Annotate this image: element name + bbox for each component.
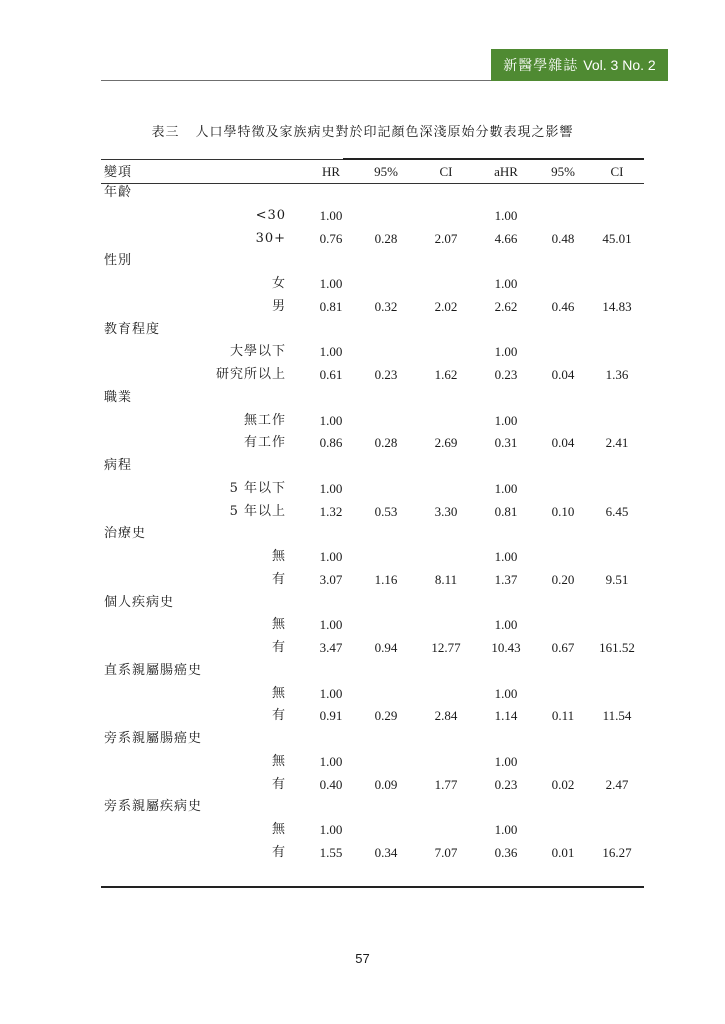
cell-hr-ci-low: 0.23 bbox=[374, 367, 398, 382]
table-caption bbox=[0, 121, 725, 140]
cell-ahr-ci-high: 45.01 bbox=[602, 230, 632, 246]
cell-ahr-ci-high: 11.54 bbox=[602, 708, 632, 724]
group-label: 性別 bbox=[104, 253, 133, 269]
row-label: 有 bbox=[271, 708, 286, 724]
row-label: 5 年以下 bbox=[229, 480, 286, 496]
cell-hr-ci-low: 0.94 bbox=[374, 640, 398, 655]
cell-ahr-ci-low: 0.67 bbox=[551, 640, 575, 655]
cell-ahr-ci-low: 0.04 bbox=[551, 367, 575, 382]
cell-hr-ci-high: 2.84 bbox=[434, 708, 458, 724]
cell-hr: 3.07 bbox=[319, 571, 343, 587]
cell-hr-ci-high: 2.07 bbox=[434, 230, 458, 246]
cell-hr-ci-high: 7.07 bbox=[434, 844, 458, 860]
cell-ahr-ci-high: 1.36 bbox=[605, 367, 629, 382]
cell-hr: 0.76 bbox=[319, 230, 343, 246]
row-label: 無 bbox=[271, 822, 286, 837]
journal-name: 新醫學雜誌 bbox=[503, 57, 579, 73]
row-label: 有 bbox=[271, 571, 286, 587]
cell-ahr: 1.00 bbox=[494, 344, 518, 360]
column-header-ahr: aHR bbox=[494, 164, 518, 179]
group-label: 教育程度 bbox=[104, 321, 161, 337]
cell-ahr-ci-low: 0.48 bbox=[551, 230, 575, 246]
cell-hr: 0.86 bbox=[319, 435, 343, 451]
cell-hr: 1.00 bbox=[319, 753, 343, 769]
group-label: 旁系親屬腸癌史 bbox=[104, 731, 203, 746]
cell-hr-ci-low: 0.32 bbox=[374, 298, 398, 314]
cell-ahr-ci-low: 0.02 bbox=[551, 776, 575, 792]
column-header-hr-ci-high: CI bbox=[439, 164, 453, 179]
column-header-ahr-ci-high: CI bbox=[610, 164, 624, 179]
cell-ahr: 2.62 bbox=[494, 298, 518, 314]
cell-ahr-ci-low: 0.10 bbox=[551, 503, 575, 519]
cell-hr: 1.00 bbox=[319, 276, 343, 291]
cell-ahr-ci-high: 9.51 bbox=[605, 571, 629, 587]
cell-ahr: 1.00 bbox=[494, 617, 518, 633]
cell-hr-ci-high: 1.62 bbox=[434, 367, 458, 382]
cell-hr: 0.40 bbox=[319, 776, 343, 792]
cell-ahr: 10.43 bbox=[491, 640, 521, 655]
column-header-variable: 變項 bbox=[104, 164, 133, 179]
cell-hr: 0.91 bbox=[319, 708, 343, 724]
row-label: 大學以下 bbox=[229, 344, 286, 360]
row-label: 無 bbox=[271, 753, 286, 769]
cell-hr-ci-low: 0.29 bbox=[374, 708, 398, 724]
table-caption-title: 人口學特徵及家族病史對於印記顏色深淺原始分數表現之影響 bbox=[195, 125, 574, 140]
cell-ahr: 1.00 bbox=[494, 276, 518, 291]
cell-hr: 3.47 bbox=[319, 640, 343, 655]
column-header-ahr-ci-low: 95% bbox=[551, 164, 575, 179]
row-label: 30+ bbox=[255, 230, 286, 246]
group-label: 職業 bbox=[104, 389, 133, 405]
row-label: 無 bbox=[271, 685, 286, 701]
cell-ahr: 1.00 bbox=[494, 549, 518, 564]
cell-hr-ci-high: 2.02 bbox=[434, 298, 458, 314]
row-label: 有 bbox=[271, 640, 286, 655]
cell-hr: 1.00 bbox=[319, 685, 343, 701]
cell-ahr-ci-high: 14.83 bbox=[602, 298, 632, 314]
cell-ahr-ci-low: 0.46 bbox=[551, 298, 575, 314]
journal-volume-issue: Vol. 3 No. 2 bbox=[583, 57, 656, 73]
cell-ahr: 1.00 bbox=[494, 753, 518, 769]
cell-hr-ci-low: 0.53 bbox=[374, 503, 398, 519]
table-top-rule-right bbox=[343, 158, 644, 160]
journal-badge bbox=[491, 49, 668, 81]
group-label: 年齡 bbox=[104, 185, 133, 200]
cell-hr-ci-low: 0.09 bbox=[374, 776, 398, 792]
cell-ahr-ci-high: 16.27 bbox=[602, 844, 632, 860]
cell-ahr: 0.23 bbox=[494, 367, 518, 382]
row-label: 無 bbox=[271, 549, 286, 564]
group-label: 病程 bbox=[104, 458, 133, 473]
row-label: 女 bbox=[271, 276, 286, 291]
cell-hr: 1.00 bbox=[319, 207, 343, 223]
cell-ahr-ci-high: 161.52 bbox=[599, 640, 635, 655]
cell-hr-ci-high: 12.77 bbox=[431, 640, 461, 655]
group-label: 個人疾病史 bbox=[104, 594, 175, 610]
table-caption-label: 表三 bbox=[151, 125, 180, 140]
cell-ahr-ci-high: 2.41 bbox=[605, 435, 629, 451]
page-number: 57 bbox=[355, 951, 370, 966]
cell-ahr-ci-low: 0.11 bbox=[551, 708, 575, 724]
cell-hr-ci-low: 0.28 bbox=[374, 435, 398, 451]
cell-hr: 1.32 bbox=[319, 503, 343, 519]
cell-ahr: 1.14 bbox=[494, 708, 518, 724]
cell-hr-ci-low: 0.28 bbox=[374, 230, 398, 246]
table-top-rule-left bbox=[101, 159, 343, 160]
cell-ahr: 1.00 bbox=[494, 822, 518, 837]
row-label: 無 bbox=[271, 617, 286, 633]
row-label: 男 bbox=[271, 298, 286, 314]
table-bottom-rule bbox=[101, 886, 644, 888]
cell-hr: 0.61 bbox=[319, 367, 343, 382]
cell-hr: 1.00 bbox=[319, 344, 343, 360]
cell-ahr: 0.36 bbox=[494, 844, 518, 860]
cell-ahr-ci-high: 6.45 bbox=[605, 503, 629, 519]
cell-hr: 0.81 bbox=[319, 298, 343, 314]
cell-hr-ci-high: 3.30 bbox=[434, 503, 458, 519]
cell-hr: 1.00 bbox=[319, 412, 343, 428]
cell-ahr: 1.00 bbox=[494, 685, 518, 701]
column-header-hr-ci-low: 95% bbox=[374, 164, 398, 179]
cell-ahr: 4.66 bbox=[494, 230, 518, 246]
row-label: 有 bbox=[271, 776, 286, 792]
row-label: 有 bbox=[271, 844, 286, 860]
cell-ahr-ci-low: 0.04 bbox=[551, 435, 575, 451]
cell-ahr: 0.81 bbox=[494, 503, 518, 519]
cell-hr-ci-high: 8.11 bbox=[434, 571, 458, 587]
cell-hr-ci-high: 1.77 bbox=[434, 776, 458, 792]
column-header-hr: HR bbox=[321, 164, 341, 179]
cell-hr: 1.00 bbox=[319, 617, 343, 633]
group-label: 直系親屬腸癌史 bbox=[104, 662, 203, 678]
group-label: 旁系親屬疾病史 bbox=[104, 799, 203, 815]
cell-hr: 1.00 bbox=[319, 822, 343, 837]
row-label: 研究所以上 bbox=[215, 367, 286, 382]
cell-ahr-ci-low: 0.20 bbox=[551, 571, 575, 587]
group-label: 治療史 bbox=[104, 526, 147, 542]
cell-hr: 1.55 bbox=[319, 844, 343, 860]
cell-ahr-ci-high: 2.47 bbox=[605, 776, 629, 792]
row-label: 5 年以上 bbox=[229, 503, 286, 519]
cell-hr-ci-low: 1.16 bbox=[374, 571, 398, 587]
cell-hr-ci-high: 2.69 bbox=[434, 435, 458, 451]
cell-ahr: 0.31 bbox=[494, 435, 518, 451]
cell-hr-ci-low: 0.34 bbox=[374, 844, 398, 860]
cell-ahr-ci-low: 0.01 bbox=[551, 844, 575, 860]
cell-hr: 1.00 bbox=[319, 549, 343, 564]
cell-hr: 1.00 bbox=[319, 480, 343, 496]
row-label: <30 bbox=[255, 207, 286, 223]
row-label: 有工作 bbox=[243, 435, 286, 451]
cell-ahr: 1.00 bbox=[494, 480, 518, 496]
cell-ahr: 1.00 bbox=[494, 412, 518, 428]
cell-ahr: 1.37 bbox=[494, 571, 518, 587]
cell-ahr: 0.23 bbox=[494, 776, 518, 792]
cell-ahr: 1.00 bbox=[494, 207, 518, 223]
row-label: 無工作 bbox=[243, 412, 286, 428]
table-header-rule bbox=[101, 183, 644, 184]
